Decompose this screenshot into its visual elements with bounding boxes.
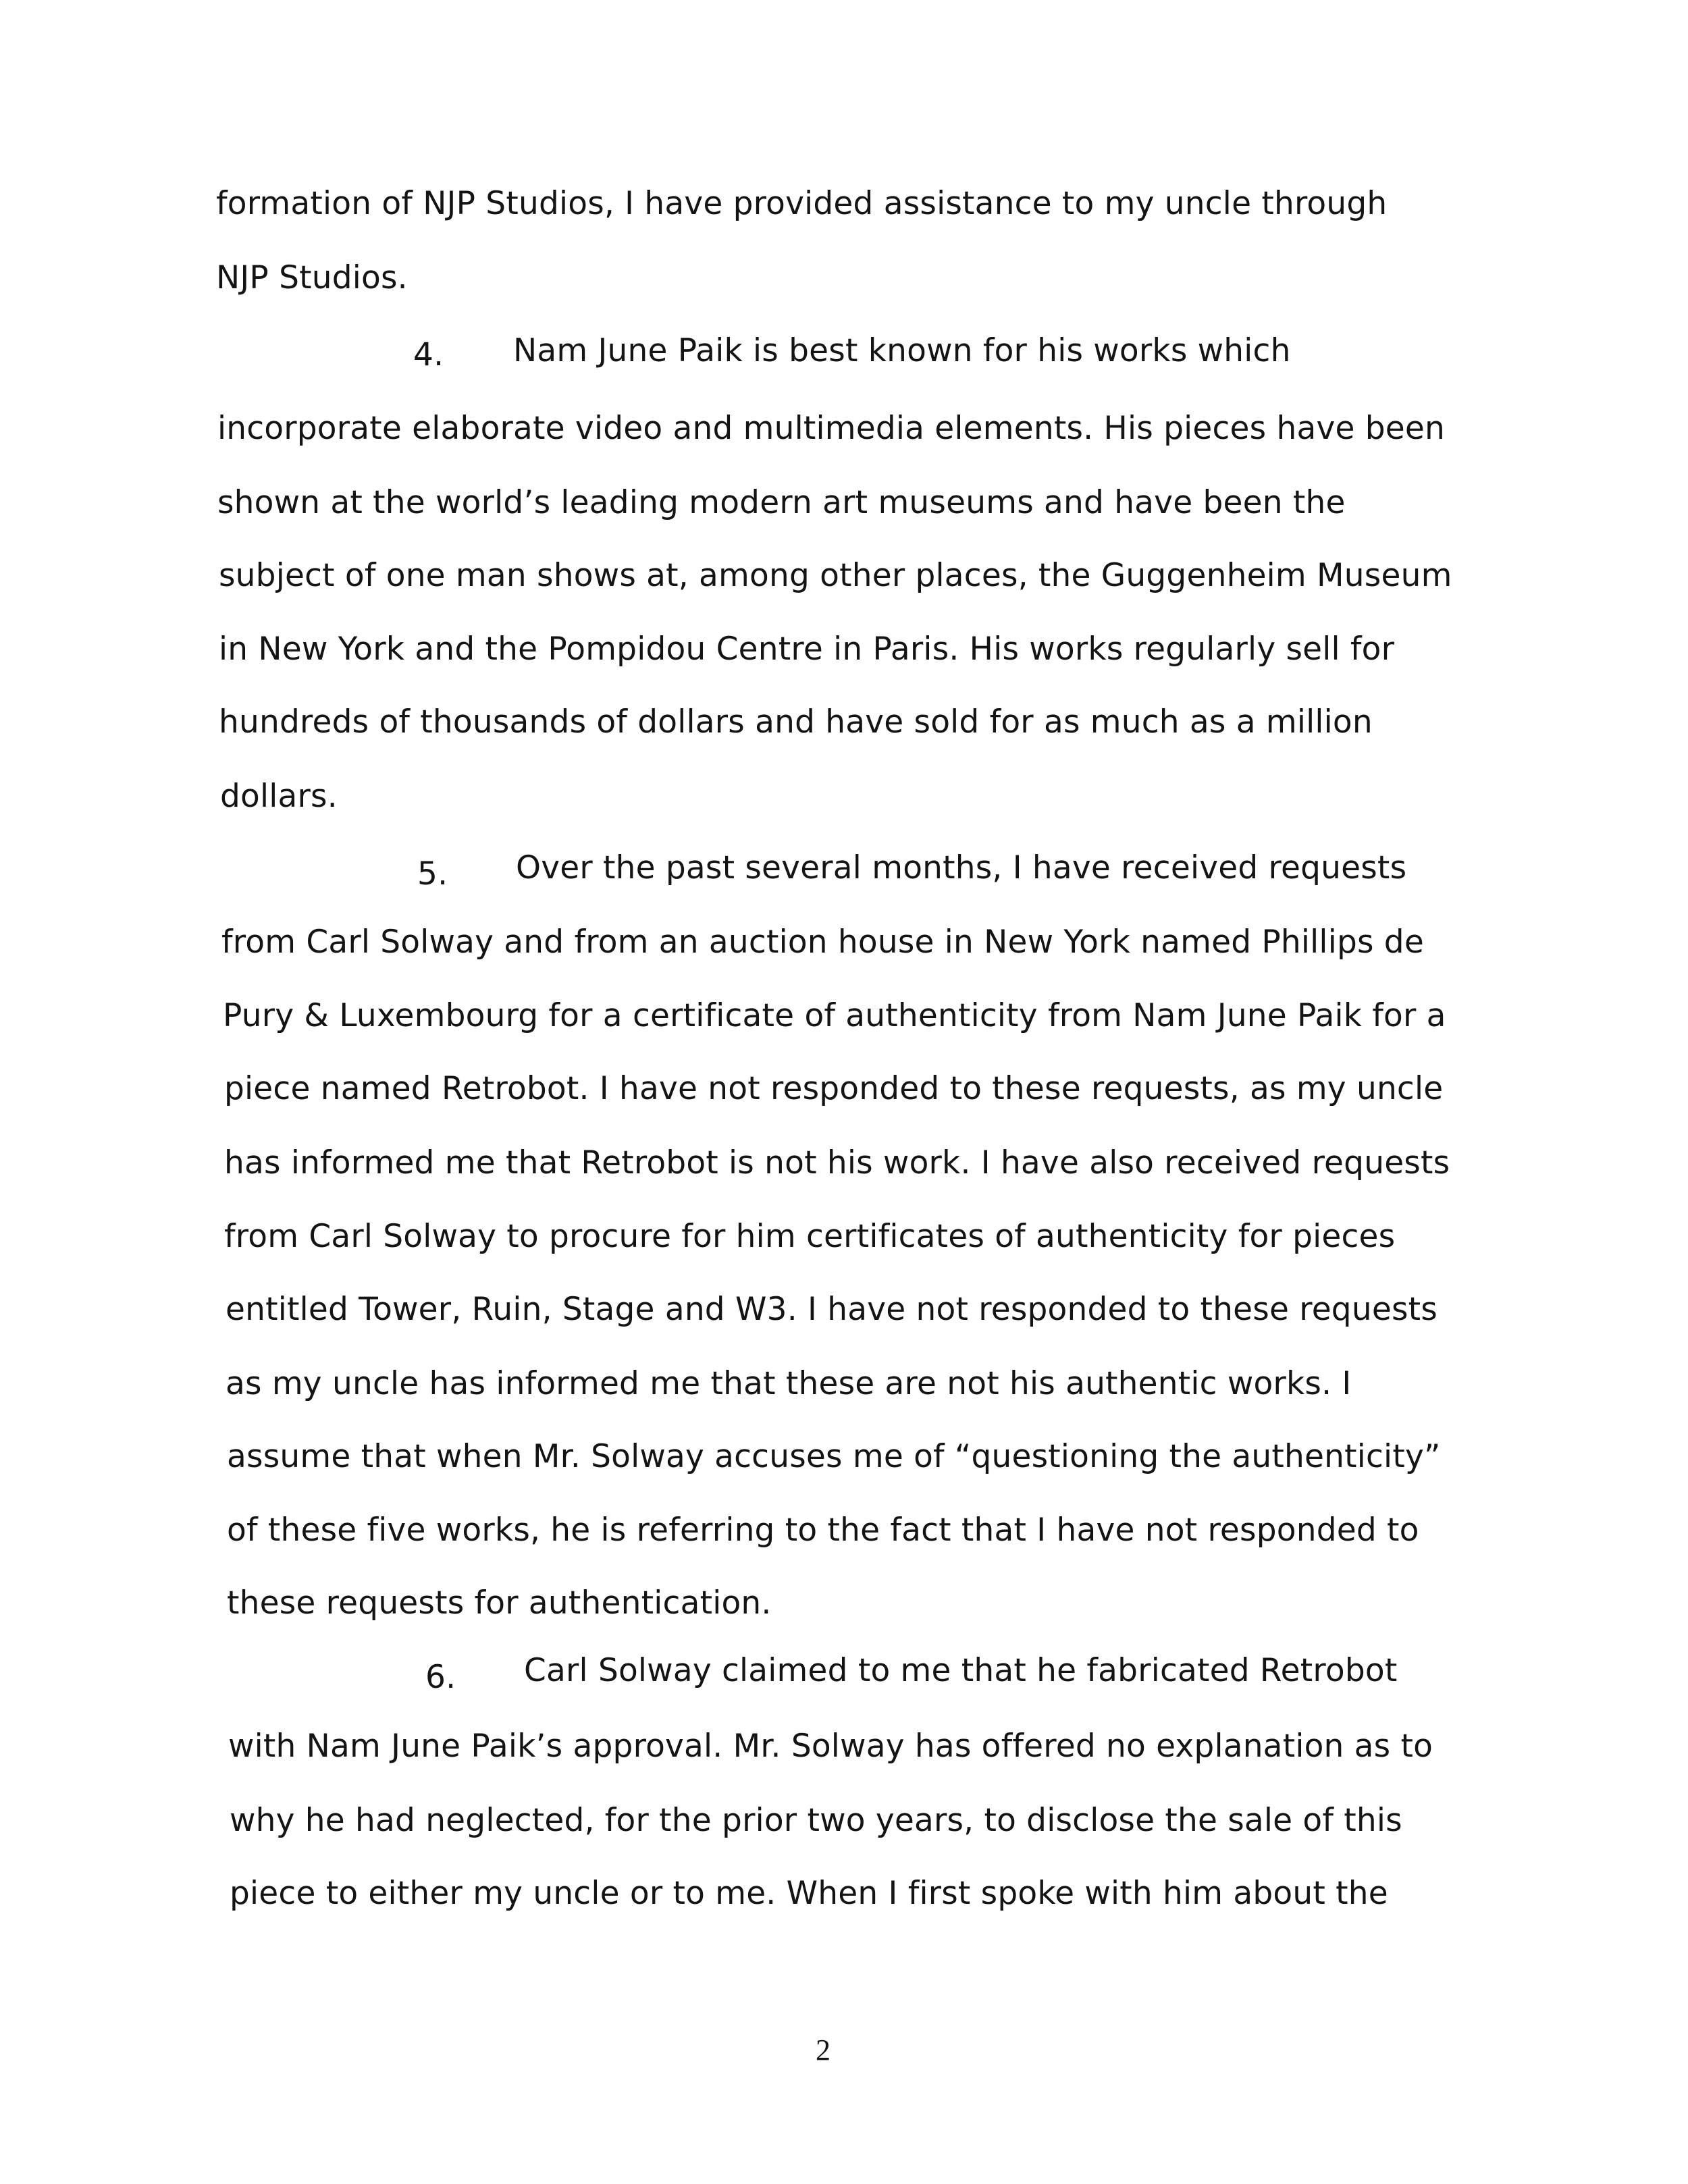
text-line: has informed me that Retrobot is not his work. I have also received requests <box>224 1144 1450 1181</box>
paragraph-number: 6. <box>425 1659 456 1696</box>
text-line: piece named Retrobot. I have not responded to these requests, as my uncle <box>224 1070 1444 1107</box>
text-line: Over the past several months, I have received requests <box>516 849 1407 886</box>
text-line: Pury & Luxembourg for a certificate of authenticity from Nam June Paik for a <box>223 997 1446 1034</box>
paragraph-number: 5. <box>417 855 448 893</box>
paragraph-number: 4. <box>413 336 444 373</box>
text-line: these requests for authentication. <box>227 1584 772 1622</box>
text-line: as my uncle has informed me that these are not his authentic works. I <box>226 1365 1352 1402</box>
text-line: NJP Studios. <box>216 259 408 296</box>
text-line: piece to either my uncle or to me. When I first spoke with him about the <box>230 1875 1388 1912</box>
text-line: Nam June Paik is best known for his works which <box>513 332 1291 369</box>
text-line: why he had neglected, for the prior two years, to disclose the sale of this <box>230 1802 1402 1839</box>
text-line: assume that when Mr. Solway accuses me of “questioning the authenticity” <box>227 1438 1441 1475</box>
text-line: hundreds of thousands of dollars and have sold for as much as a million <box>219 703 1373 741</box>
text-line: Carl Solway claimed to me that he fabricated Retrobot <box>524 1652 1398 1689</box>
text-line: formation of NJP Studios, I have provided assistance to my uncle through <box>216 185 1388 222</box>
text-line: from Carl Solway and from an auction house in New York named Phillips de <box>221 924 1424 961</box>
text-line: incorporate elaborate video and multimedia elements. His pieces have been <box>217 410 1445 447</box>
text-line: dollars. <box>220 778 338 815</box>
text-line: shown at the world’s leading modern art museums and have been the <box>217 484 1346 521</box>
text-line: entitled Tower, Ruin, Stage and W3. I have not responded to these requests <box>226 1291 1438 1328</box>
text-line: with Nam June Paik’s approval. Mr. Solway has offered no explanation as to <box>228 1728 1433 1765</box>
text-line: subject of one man shows at, among other places, the Guggenheim Museum <box>219 557 1452 594</box>
text-line: in New York and the Pompidou Centre in Paris. His works regularly sell for <box>219 631 1395 668</box>
text-line: from Carl Solway to procure for him certificates of authenticity for pieces <box>224 1218 1396 1255</box>
text-line: of these five works, he is referring to the fact that I have not responded to <box>227 1512 1419 1549</box>
page-number: 2 <box>816 2033 830 2067</box>
